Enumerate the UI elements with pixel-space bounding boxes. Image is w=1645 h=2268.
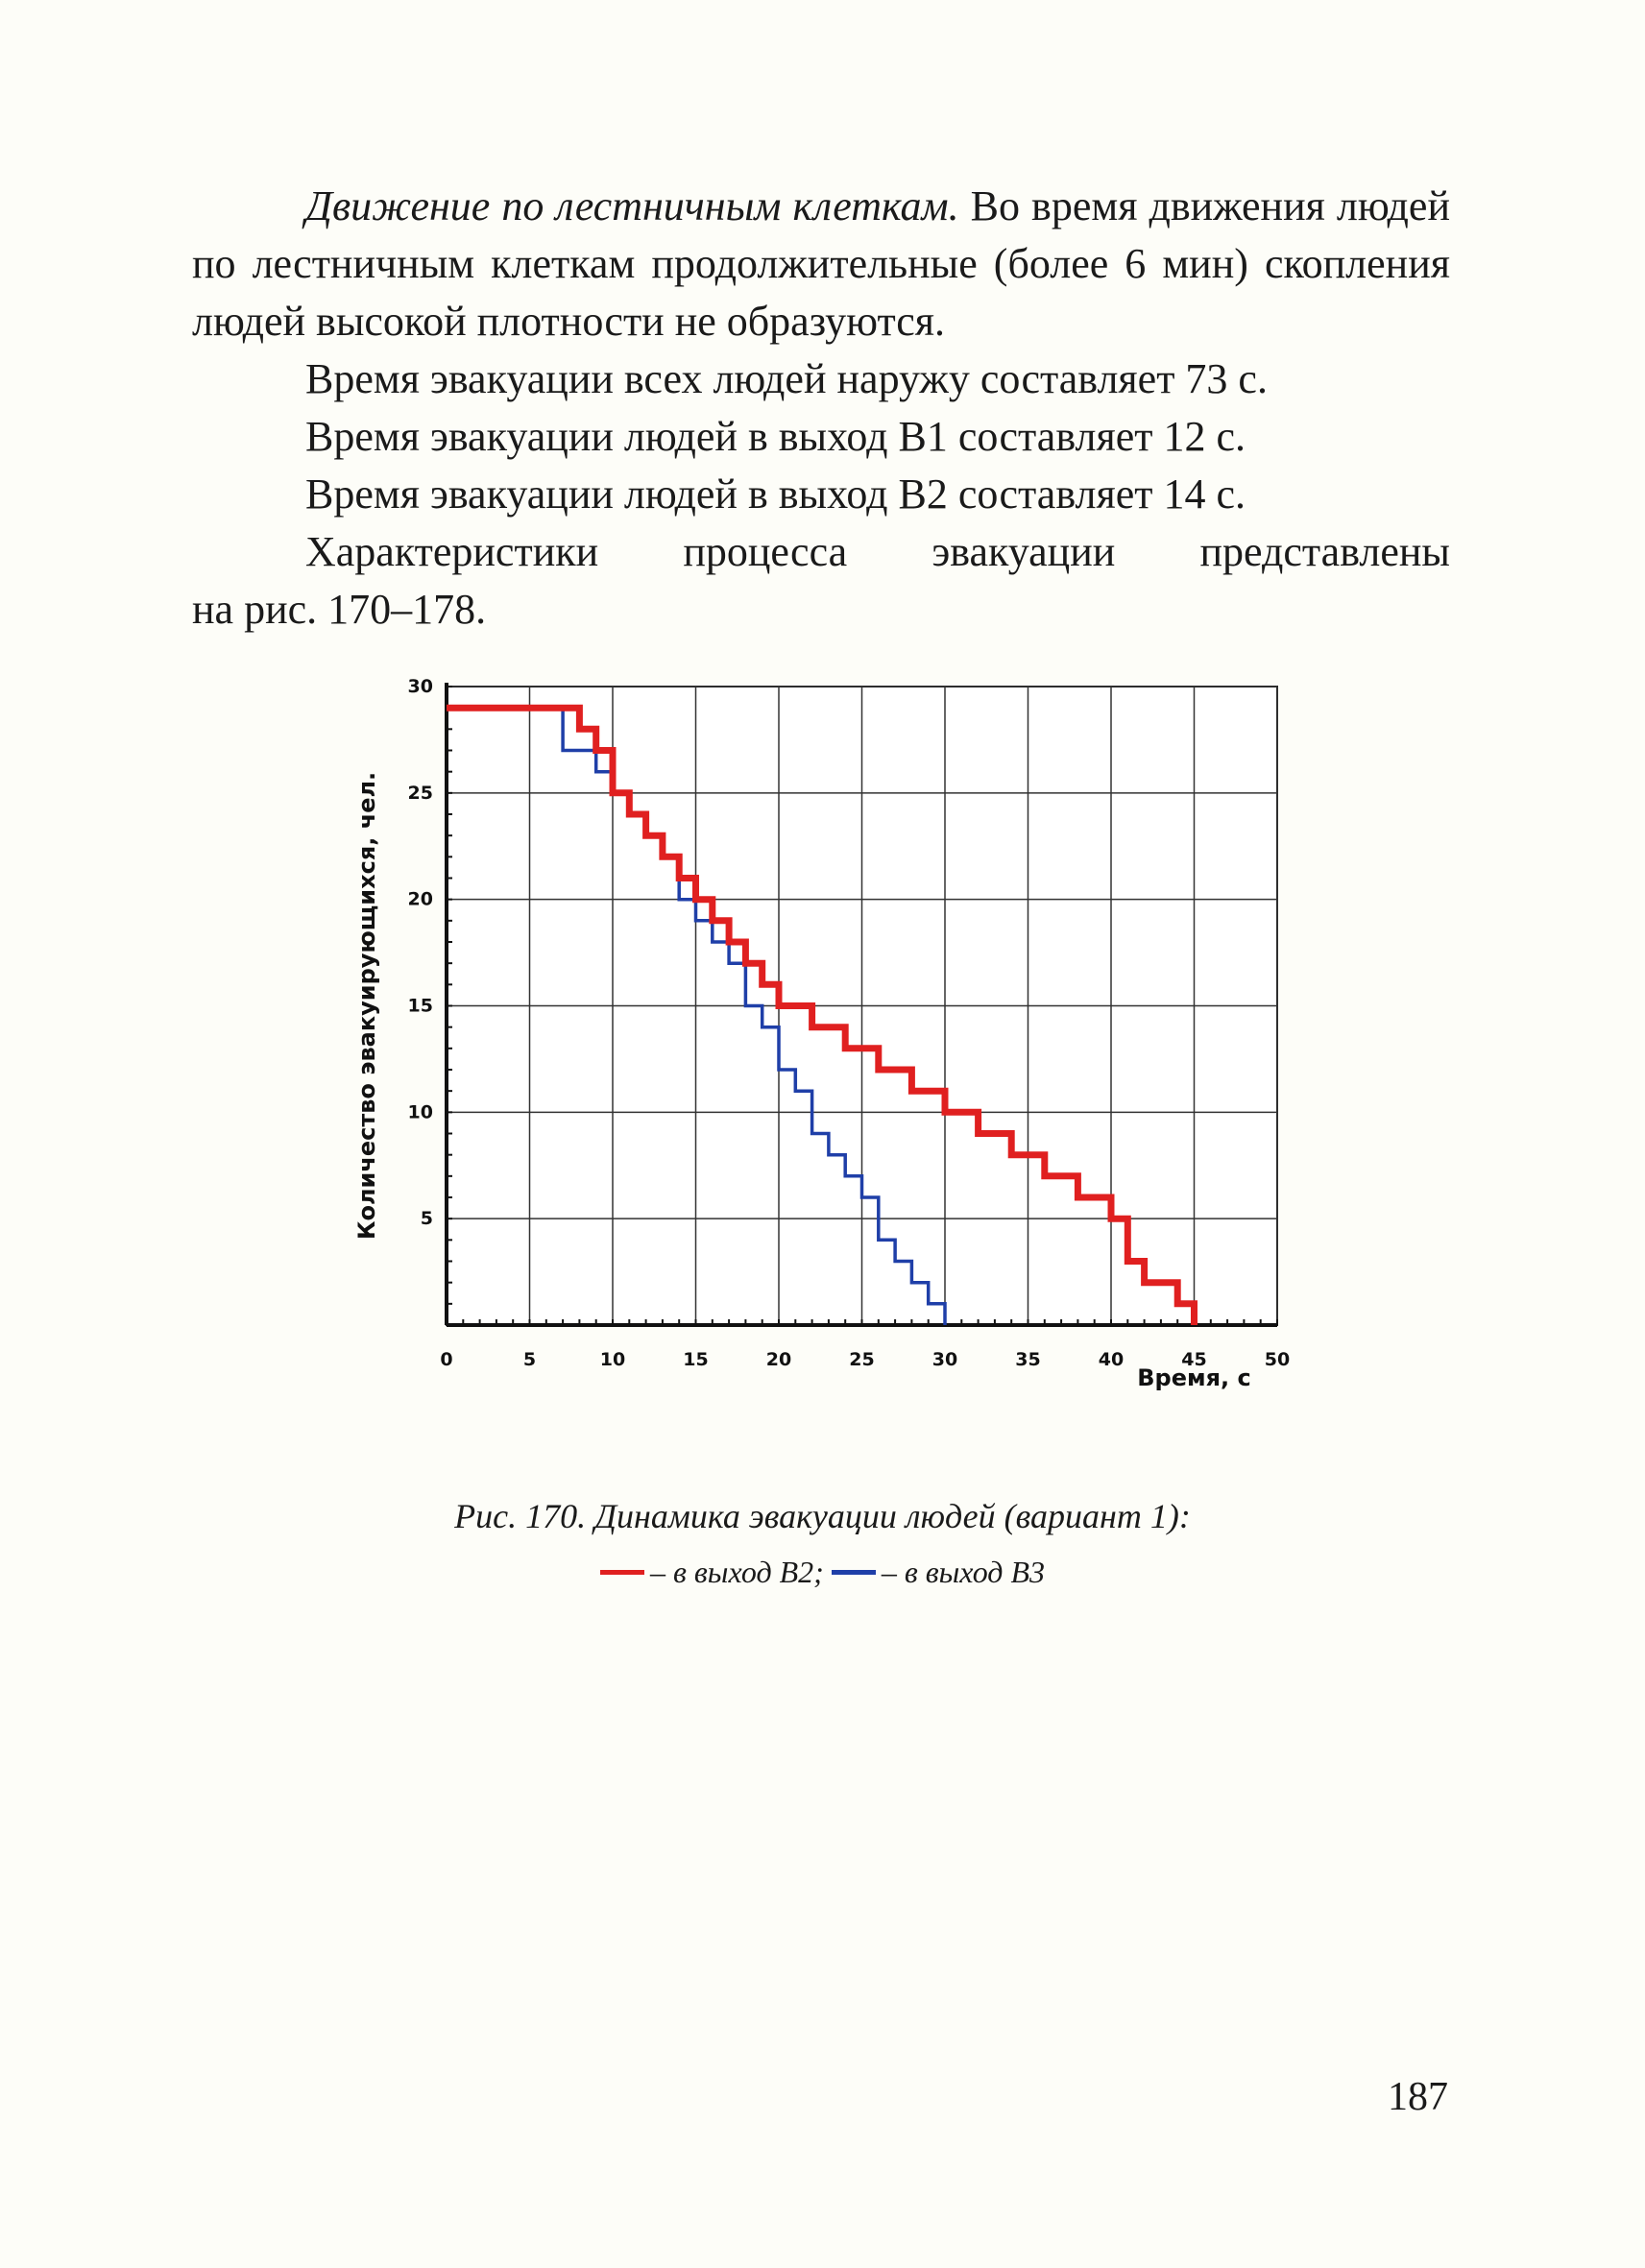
x-tick-label: 20 — [765, 1349, 792, 1370]
x-tick-label: 30 — [931, 1349, 958, 1370]
caption-title: Рис. 170. Динамика эвакуации людей (вариант 1): — [454, 1497, 1191, 1535]
paragraph-figures-ref-tail: на рис. 170–178. — [192, 586, 487, 633]
x-tick-label: 15 — [683, 1349, 709, 1370]
paragraph-body: Во время движения людей по лестничным клеткам продолжительные (более 6 мин) скопления людей высокой плотности не образуются. — [192, 182, 1450, 345]
legend-label-b2: – в выход В2; — [650, 1555, 824, 1589]
y-tick-label: 30 — [407, 676, 433, 697]
x-tick-label: 25 — [849, 1349, 875, 1370]
y-tick-label: 25 — [407, 782, 433, 804]
paragraph-total-time: Время эвакуации всех людей наружу составляет 73 с. — [305, 355, 1268, 402]
x-tick-label: 45 — [1181, 1349, 1207, 1370]
paragraph-figures-ref: Характеристики процесса эвакуации представлены — [305, 528, 1450, 575]
paragraph-stairwells — [192, 178, 1450, 350]
x-tick-label: 0 — [440, 1349, 453, 1370]
legend-label-b3: – в выход В3 — [881, 1555, 1045, 1589]
x-tick-label: 10 — [599, 1349, 626, 1370]
x-tick-label: 35 — [1015, 1349, 1041, 1370]
x-axis-title: Время, с — [1137, 1364, 1251, 1391]
x-tick-label: 5 — [522, 1349, 537, 1370]
legend-swatch-b3 — [832, 1570, 876, 1575]
x-tick-label: 40 — [1098, 1349, 1125, 1370]
evacuation-chart — [336, 667, 1316, 1436]
page-number: 187 — [1388, 2075, 1448, 2119]
paragraph-lead-italic: Движение по лестничным клеткам. — [305, 182, 959, 229]
y-tick-label: 20 — [407, 888, 433, 910]
figure-caption — [288, 1488, 1357, 1600]
evacuation-chart-svg — [336, 667, 1316, 1436]
paragraph-exit-b1: Время эвакуации людей в выход В1 составляет 12 с. — [305, 413, 1246, 460]
paragraph-exit-b2: Время эвакуации людей в выход В2 составляет 14 с. — [305, 470, 1246, 518]
y-tick-label: 5 — [420, 1208, 433, 1230]
x-tick-label: 50 — [1264, 1349, 1291, 1370]
y-tick-label: 15 — [407, 995, 433, 1017]
y-tick-label: 10 — [407, 1101, 433, 1123]
y-axis-title: Количество эвакуирующихся, чел. — [353, 771, 380, 1241]
body-text — [192, 178, 1450, 639]
legend-swatch-b2 — [600, 1570, 644, 1575]
caption-legend — [288, 1544, 1357, 1600]
